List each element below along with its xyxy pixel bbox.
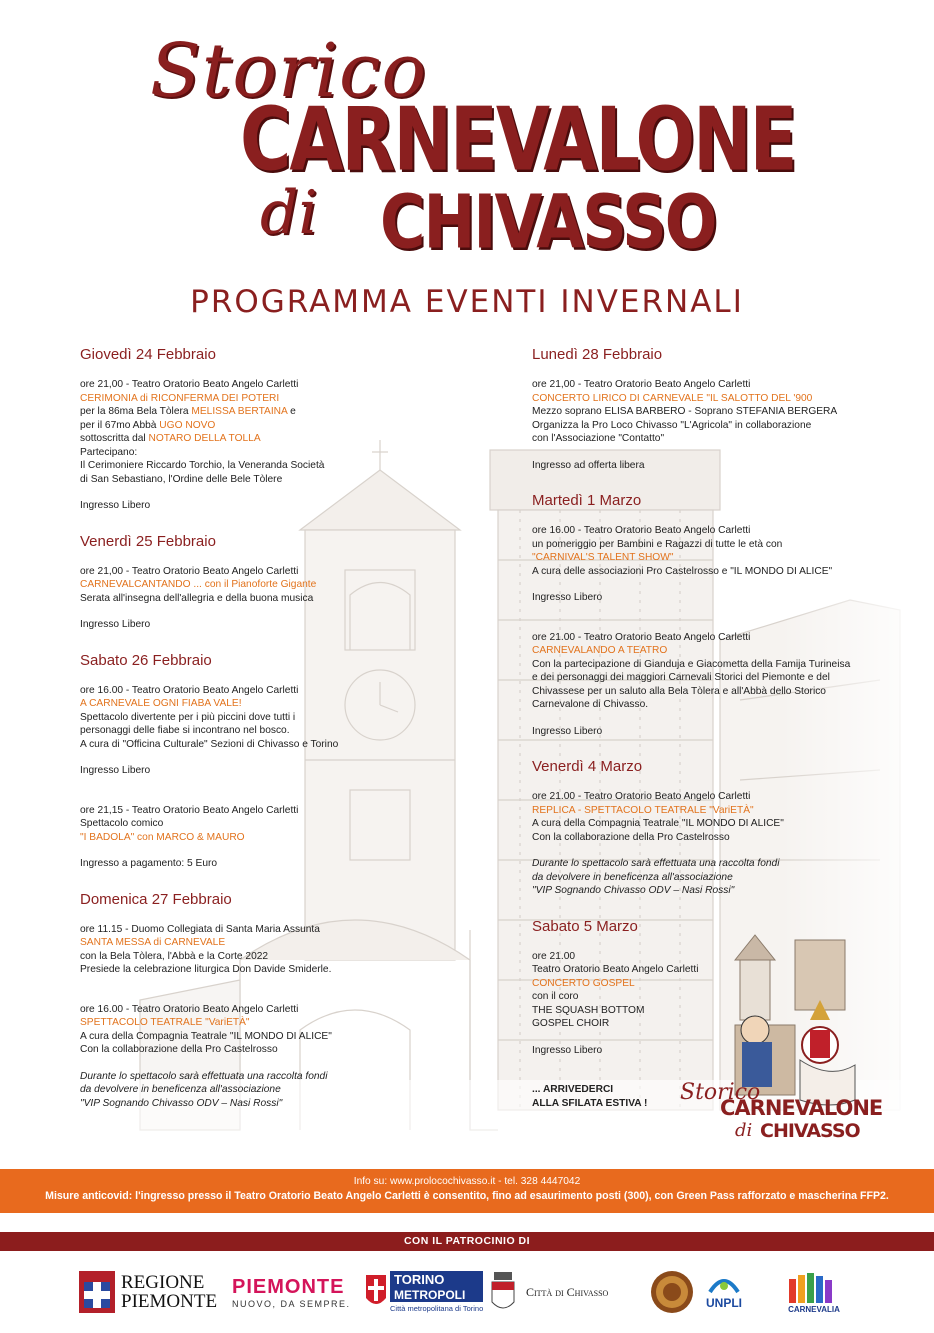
event-time: ore 21,15 - Teatro Oratorio Beato Angelo Carletti [80,804,299,816]
program-title: PROGRAMMA EVENTI INVERNALI [190,284,744,320]
event-line: A cura della Compagnia Teatrale "IL MONDO DI ALICE" [80,1030,332,1042]
event-title: A CARNEVALE OGNI FIABA VALE! [80,698,242,709]
event-line: GOSPEL CHOIR [532,1018,610,1029]
carnevalone-mascot-logo [680,930,895,1150]
day-heading: Sabato 5 Marzo [532,917,638,935]
event-title: CERIMONIA di RICONFERMA DEI POTERI [80,392,280,404]
event-line: Organizza la Pro Loco Chivasso "L'Agricola" in collaborazione [532,419,812,431]
event-title: "I BADOLA" con MARCO & MAURO [80,831,245,843]
event-line: Mezzo soprano ELISA BARBERO - Soprano STEFANIA BERGERA [532,406,838,417]
torino-text: TORINO [390,1271,483,1288]
torino-metropoli-logo [365,1259,483,1325]
event-block [80,923,380,1111]
logo-carnevalone: CARNEVALONE [720,1096,883,1120]
round-badge-logo [650,1259,694,1325]
farewell-line: ALLA SFILATA ESTIVA ! [532,1097,648,1109]
entry-info: Ingresso ad offerta libera [532,459,645,471]
event-block [532,378,882,472]
event-line: Con la partecipazione di Gianduja e Giacometta della Famija Turineisa [532,658,851,670]
event-time: ore 21.00 [532,950,576,962]
charity-note: da devolvere in beneficenza all'associazione [80,1084,281,1095]
event-block [532,790,882,898]
event-title: SPETTACOLO TEATRALE "VariETÀ" [80,1017,250,1028]
event-line: Carnevalone di Chivasso. [532,699,649,710]
charity-note: "VIP Sognando Chivasso ODV – Nasi Rossi" [80,1097,283,1109]
event-line: di San Sebastiano, l'Ordine delle Bele Tòlere [80,473,283,485]
event-time: ore 21,00 - Teatro Oratorio Beato Angelo Carletti [532,379,751,390]
event-title: SANTA MESSA di CARNEVALE [80,937,226,948]
event-line: con la Bela Tòlera, l'Abbà e la Corte 2022 [80,950,269,962]
day-heading: Sabato 26 Febbraio [80,651,212,669]
event-block [80,565,380,632]
event-line: THE SQUASH BOTTOM [532,1004,645,1016]
event-line: Presiede la celebrazione liturgica Don Davide Smiderle. [80,964,332,975]
event-line: con l'Associazione "Contatto" [532,433,665,444]
piemonte-slogan: NUOVO, DA SEMPRE. [232,1298,351,1309]
regione-crest-icon [78,1270,116,1314]
charity-note: Durante lo spettacolo sarà effettuata una raccolta fondi [532,858,780,869]
event-title: CONCERTO GOSPEL [532,977,635,989]
torino-subtitle: Città metropolitana di Torino [390,1304,484,1313]
regione-piemonte-logo [78,1259,217,1325]
info-band [0,1169,934,1213]
title-carnevalone: CARNEVALONE [240,88,796,191]
event-line: Teatro Oratorio Beato Angelo Carletti [532,964,699,975]
event-line: un pomeriggio per Bambini e Ragazzi di tutte le età con [532,538,783,550]
event-title: CARNEVALCANTANDO ... con il Pianoforte Gigante [80,579,317,590]
main-title [0,18,934,268]
torino-crest-icon [365,1274,387,1310]
event-line: per il 67mo Abbà UGO NOVO [80,419,216,431]
logo-storico: Storico [680,1080,761,1105]
day-heading: Venerdì 25 Febbraio [80,532,216,550]
event-time: ore 21.00 - Teatro Oratorio Beato Angelo Carletti [532,631,751,643]
event-title: CONCERTO LIRICO DI CARNEVALE "IL SALOTTO DEL '900 [532,392,813,404]
unpli-swirl-icon [706,1274,742,1296]
event-line: per la 86ma Bela Tòlera MELISSA BERTAINA e [80,406,296,417]
event-time: ore 16.00 - Teatro Oratorio Beato Angelo Carletti [80,1003,299,1015]
event-block [532,524,882,738]
event-line: Serata all'insegna dell'allegria e della buona musica [80,592,314,604]
day-heading: Venerdì 4 Marzo [532,758,643,775]
event-time: ore 21,00 - Teatro Oratorio Beato Angelo Carletti [80,565,299,577]
piemonte-brand-logo [232,1259,351,1325]
chivasso-crest-icon [490,1270,516,1314]
title-di: di [260,178,318,248]
event-title: CARNEVALANDO A TEATRO [532,645,668,656]
event-line: e dei personaggi dei maggiori Carnevali Storici del Piemonte e del [532,672,830,683]
event-line: con il coro [532,991,579,1002]
event-line: Con la collaborazione della Pro Castelrosso [80,1044,278,1055]
info-contact: Info su: www.prolocochivasso.it - tel. 328 4447042 [353,1176,581,1187]
carnevalia-hands-icon [785,1271,843,1305]
citta-chivasso-text: Città di Chivasso [526,1284,609,1299]
regione-text: REGIONE [121,1272,205,1293]
charity-note: da devolvere in beneficenza all'associazione [532,871,733,883]
title-storico: Storico [150,28,428,114]
event-block [80,378,380,513]
unpli-logo [706,1259,742,1325]
unpli-text: UNPLI [706,1296,742,1310]
entry-info: Ingresso Libero [80,500,151,511]
entry-info: Ingresso a pagamento: 5 Euro [80,858,218,869]
event-block [80,684,380,871]
event-line: Spettacolo comico [80,818,164,829]
piemonte-text: PIEMONTE [121,1291,218,1312]
event-line: Con la collaborazione della Pro Castelrosso [532,831,730,843]
logo-di: di [735,1120,753,1141]
event-time: ore 21,00 - Teatro Oratorio Beato Angelo Carletti [80,379,299,390]
covid-notice: Misure anticovid: l'ingresso presso il Teatro Oratorio Beato Angelo Carletti è consentito, fino ad esaurimento posti (300), con Green Pass rafforzato e mascherina FFP2. [45,1190,889,1202]
day-heading: Martedì 1 Marzo [532,492,642,509]
farewell-line: ... ARRIVEDERCI [532,1084,614,1095]
metropoli-text: METROPOLI [390,1288,483,1302]
sponsor-logos [0,1253,934,1333]
event-line: sottoscritta dal NOTARO DELLA TOLLA [80,433,261,444]
logo-chivasso: CHIVASSO [760,1120,860,1142]
medallion-icon [650,1270,694,1314]
event-line: Partecipano: [80,446,138,458]
day-heading: Lunedì 28 Febbraio [532,346,663,363]
citta-chivasso-logo [490,1259,608,1325]
entry-info: Ingresso Libero [80,765,151,776]
event-line: A cura della Compagnia Teatrale "IL MONDO DI ALICE" [532,818,784,829]
event-time: ore 21.00 - Teatro Oratorio Beato Angelo Carletti [532,791,751,802]
event-line: A cura delle associazioni Pro Castelrosso e "IL MONDO DI ALICE" [532,565,833,577]
event-line: Il Cerimoniere Riccardo Torchio, la Veneranda Società [80,460,325,471]
entry-info: Ingresso Libero [532,592,603,603]
charity-note: "VIP Sognando Chivasso ODV – Nasi Rossi" [532,885,735,896]
patronage-bar: CON IL PATROCINIO DI [0,1232,934,1251]
events-left-column [80,346,380,1110]
carnevalia-text: CARNEVALIA [788,1304,840,1314]
carnevalia-logo [785,1259,843,1325]
event-line: Spettacolo divertente per i più piccini dove tutti i [80,711,296,723]
event-title: "CARNIVAL'S TALENT SHOW" [532,552,674,563]
event-title: REPLICA - SPETTACOLO TEATRALE "VariETÀ" [532,804,754,816]
entry-info: Ingresso Libero [532,1044,603,1056]
event-line: personaggi delle fiabe si incontrano nel bosco. [80,725,290,736]
entry-info: Ingresso Libero [532,725,603,737]
entry-info: Ingresso Libero [80,619,151,630]
event-line: Chivassese per un saluto alla Bela Tòlera e all'Abbà dello Storico [532,685,826,697]
charity-note: Durante lo spettacolo sarà effettuata una raccolta fondi [80,1070,328,1082]
event-time: ore 16.00 - Teatro Oratorio Beato Angelo Carletti [80,684,299,696]
event-time: ore 11.15 - Duomo Collegiata di Santa Maria Assunta [80,923,320,935]
title-chivasso: CHIVASSO [380,178,716,266]
day-heading: Giovedì 24 Febbraio [80,346,216,363]
piemonte-brand-text: PIEMONTE [232,1275,345,1298]
event-line: A cura di "Officina Culturale" Sezioni di Chivasso e Torino [80,738,339,750]
event-time: ore 16.00 - Teatro Oratorio Beato Angelo Carletti [532,525,751,536]
day-heading: Domenica 27 Febbraio [80,890,232,908]
